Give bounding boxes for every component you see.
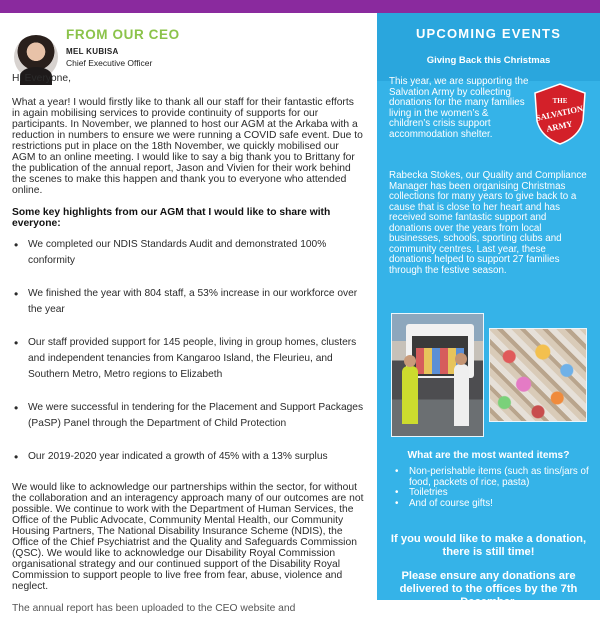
list-item: • Our 2019-2020 year indicated a growth of 45% with a 13% surplus [12,449,364,465]
salvation-army-shield-logo [533,83,587,145]
ceo-name: MEL KUBISA [66,47,119,56]
list-item: • Toiletries [395,488,590,499]
list-item: • We completed our NDIS Standards Audit and demonstrated 100% conformity [12,237,364,269]
list-item: • Non-perishable items (such as tins/jars of food, packets of rice, pasta) [395,467,590,488]
organiser-paragraph: Rabecka Stokes, our Quality and Compliance Manager has been organising Christmas collections for many years to give back to a cause that is close to her heart and has received some fantastic support and donations over the years from local businesses, schools, sporting clubs and community centres. Last year, these donations helped to support 27 families through the festive season. [389,170,587,276]
acknowledgement-paragraph: We would like to acknowledge our partnerships within the sector, for without the collaboration and an interagency approach many of our outcomes are not possible. We continue to work with the Department of Human Services, the Office of the Public Advocate, Community Mental Health, our Community Housing Partners, The National Disability Insurance Scheme (NDIS), the Office of the Chief Psychiatrist and the Quality and Safeguards Commission (QSC). We would like to acknowledge our Disability Royal Commission organisational strategy and our continued support of the Disability Royal Commission to support people to live free from fear, abuse, violence and neglect. [12,482,364,592]
donation-photo-van [391,313,484,437]
list-item: • Our staff provided support for 145 people, living in group homes, clusters and independent tenancies from Kangaroo Island, the Fleurieu, and Southern Metro, Metro regions to Elizabeth [12,335,364,383]
donation-call-to-action: If you would like to make a donation, there is still time! [390,533,587,558]
donation-paragraph: This year, we are supporting the Salvation Army by collecting donations for the many families living in the women’s & children’s crisis support accommodation shelter. [389,76,529,140]
greeting: Hi Everyone, [12,73,71,84]
list-item: • We were successful in tendering for the Placement and Support Packages (PaSP) Panel through the Department of Child Protection [12,400,364,432]
upcoming-events-panel [377,13,600,608]
trailing-text: The annual report has been uploaded to the CEO website and [12,603,296,614]
ceo-role: Chief Executive Officer [66,58,153,68]
top-accent-bar [0,0,600,13]
logo-text-army: ARMY [545,118,574,134]
logo-text-salvation: SALVATION [534,103,584,123]
section-title: FROM OUR CEO [66,27,180,42]
ceo-letter [12,73,364,625]
events-subtitle: Giving Back this Christmas [426,55,551,66]
delivery-deadline-notice: Please ensure any donations are delivered to the offices by the 7th December. [399,570,578,608]
ceo-header [66,27,180,68]
wanted-items-list [395,467,590,509]
list-item: • We finished the year with 804 staff, a 53% increase in our workforce over the year [12,286,364,318]
wanted-items-heading: What are the most wanted items? [407,450,570,461]
highlights-list [12,237,364,465]
ceo-message-column [0,13,377,614]
events-title: UPCOMING EVENTS [415,26,562,41]
intro-paragraph: What a year! I would firstly like to thank all our staff for their fantastic efforts in again mobilising services to provide continuity of supports for our participants. In November, we planned to host our AGM at the Arkaba with a reduction in numbers to ensure we were running a COVID safe event. Due to restrictions put in place on the 18th November, we quickly mobilised our AGM to an online meeting. I would like to say a big thank you to Brittany for the publication of the annual report, Jason and Vivien for their work behind the scenes to make this happen and thank you to everyone who attended online. [12,97,363,196]
logo-text-the: THE [552,97,568,105]
list-item: • And of course gifts! [395,499,590,510]
donation-photo-gifts [489,328,587,422]
events-header [377,13,600,81]
highlights-heading: Some key highlights from our AGM that I would like to share with everyone: [12,207,331,229]
